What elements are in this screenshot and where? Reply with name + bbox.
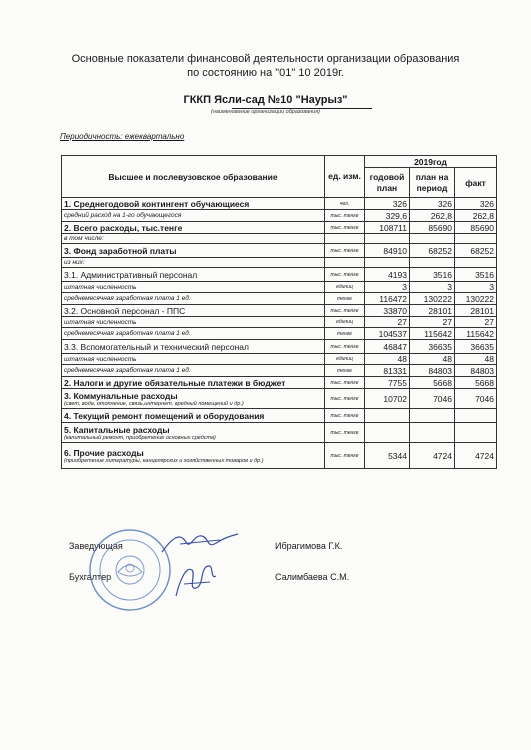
row-name-text: в том числе: [64, 235, 104, 242]
accountant-role: Бухгалтер [69, 572, 112, 582]
row-name-text: из них: [64, 259, 85, 266]
row-name [62, 354, 325, 365]
row-unit: единиц [325, 317, 365, 328]
row-name [62, 340, 325, 354]
cell-fact [455, 423, 497, 443]
row-name [62, 282, 325, 293]
cell-plan-period: 130222 [410, 293, 455, 305]
table-row [62, 423, 497, 443]
cell-plan-year: 7755 [365, 377, 410, 389]
row-name [62, 423, 325, 443]
row-unit: тыс. тенге [325, 409, 365, 423]
row-unit: тыс. тенге [325, 443, 365, 469]
signatures [0, 538, 531, 598]
title-line-1: Основные показатели финансовой деятельности организации образования [71, 53, 460, 65]
row-name-text: среднемесячная заработная плата 1 ед. [64, 330, 191, 337]
cell-fact: 326 [455, 198, 497, 210]
cell-fact [455, 258, 497, 268]
table-row [62, 409, 497, 423]
cell-plan-period [410, 258, 455, 268]
row-name-text: 1. Среднегодовой контингент обучающиеся [64, 198, 250, 209]
row-name-text: 6. Прочие расходы [64, 447, 144, 458]
cell-fact: 5668 [455, 377, 497, 389]
accountant-name: Салимбаева С.М. [275, 572, 350, 582]
cell-fact [455, 234, 497, 244]
cell-plan-year [365, 234, 410, 244]
table-row [62, 305, 497, 317]
row-name-text: среднемесячная заработная плата 1 ед. [64, 295, 191, 302]
row-name [62, 198, 325, 210]
row-name-text: 4. Текущий ремонт помещений и оборудования [64, 410, 265, 421]
row-name [62, 328, 325, 340]
cell-plan-year [365, 409, 410, 423]
row-name [62, 210, 325, 222]
head-signature [160, 528, 240, 558]
cell-plan-period: 4724 [410, 443, 455, 469]
row-unit: тыс. тенге [325, 210, 365, 222]
header-year: 2019год [365, 156, 497, 168]
table-row [62, 244, 497, 258]
cell-plan-period: 48 [410, 354, 455, 365]
row-name [62, 234, 325, 244]
cell-fact: 48 [455, 354, 497, 365]
cell-fact: 3 [455, 282, 497, 293]
cell-fact: 130222 [455, 293, 497, 305]
cell-fact: 262,8 [455, 210, 497, 222]
table-row [62, 268, 497, 282]
table-row [62, 222, 497, 234]
cell-plan-period: 5668 [410, 377, 455, 389]
cell-plan-year: 84910 [365, 244, 410, 258]
table-row [62, 328, 497, 340]
row-name [62, 377, 325, 389]
row-name-text: 5. Капитальные расходы [64, 424, 170, 435]
cell-plan-year: 46847 [365, 340, 410, 354]
cell-plan-year: 5344 [365, 443, 410, 469]
cell-plan-year: 81331 [365, 365, 410, 377]
row-name [62, 317, 325, 328]
row-name-text: средний расход на 1-го обучающегося [64, 212, 182, 219]
row-name-text: 3.2. Основной персонал - ППС [64, 305, 186, 316]
cell-plan-year: 108711 [365, 222, 410, 234]
row-unit [325, 234, 365, 244]
row-unit: единиц [325, 354, 365, 365]
organization-name: ГККП Ясли-сад №10 "Наурыз" [183, 94, 348, 106]
row-unit: единиц [325, 282, 365, 293]
row-name [62, 389, 325, 409]
table-row [62, 293, 497, 305]
cell-plan-period: 326 [410, 198, 455, 210]
row-name-text: 3. Фонд заработной платы [64, 245, 177, 256]
cell-plan-year: 116472 [365, 293, 410, 305]
row-unit: тыс. тенге [325, 377, 365, 389]
row-subtitle: (капитальный ремонт, приобретение основных средств) [64, 434, 216, 441]
cell-plan-year: 326 [365, 198, 410, 210]
row-unit: тыс. тенге [325, 389, 365, 409]
cell-plan-period: 27 [410, 317, 455, 328]
table-row [62, 198, 497, 210]
cell-plan-period: 36635 [410, 340, 455, 354]
header-plan-period: план на период [410, 168, 455, 198]
row-name-text: 3.3. Вспомогательный и технический персонал [64, 341, 249, 352]
row-name-text: 3. Коммунальные расходы [64, 390, 178, 401]
table-row [62, 354, 497, 365]
cell-plan-year [365, 258, 410, 268]
cell-plan-period: 84803 [410, 365, 455, 377]
table-row [62, 365, 497, 377]
table-row [62, 340, 497, 354]
row-unit [325, 258, 365, 268]
cell-plan-period: 68252 [410, 244, 455, 258]
row-name [62, 222, 325, 234]
table-row [62, 317, 497, 328]
head-role: Заведующая [69, 541, 123, 551]
table-row [62, 234, 497, 244]
row-unit: тыс. тенге [325, 244, 365, 258]
financial-table [61, 155, 497, 469]
cell-plan-period: 262,8 [410, 210, 455, 222]
row-name [62, 244, 325, 258]
header-unit: ед. изм. [325, 156, 365, 198]
row-name [62, 293, 325, 305]
cell-plan-year [365, 423, 410, 443]
cell-plan-period [410, 409, 455, 423]
table-row [62, 258, 497, 268]
row-name-text: штатная численность [64, 318, 137, 326]
cell-plan-period [410, 234, 455, 244]
cell-plan-year: 4193 [365, 268, 410, 282]
row-subtitle: (приобретение литературы, канцелярских и хозяйственных товаров и др.) [64, 457, 264, 464]
cell-fact: 27 [455, 317, 497, 328]
row-name [62, 443, 325, 469]
row-unit: тыс. тенге [325, 305, 365, 317]
table-row [62, 443, 497, 469]
row-name [62, 268, 325, 282]
row-subtitle: (свет, вода, отопление, связь,интернет, вредный помещений и др.) [64, 400, 244, 407]
cell-fact [455, 409, 497, 423]
cell-fact: 115642 [455, 328, 497, 340]
row-name [62, 258, 325, 268]
cell-plan-year: 329,6 [365, 210, 410, 222]
row-name [62, 305, 325, 317]
cell-plan-period: 115642 [410, 328, 455, 340]
row-unit: тыс. тенге [325, 423, 365, 443]
header-fact: факт [455, 168, 497, 198]
cell-fact: 85690 [455, 222, 497, 234]
cell-fact: 36635 [455, 340, 497, 354]
cell-plan-year: 48 [365, 354, 410, 365]
cell-plan-period: 3516 [410, 268, 455, 282]
cell-plan-period [410, 423, 455, 443]
cell-fact: 28101 [455, 305, 497, 317]
title-line-2: по состоянию на "01" 10 2019г. [187, 67, 344, 79]
periodicity: Периодичность: ежеквартально [60, 132, 185, 141]
cell-fact: 3516 [455, 268, 497, 282]
row-name [62, 409, 325, 423]
cell-plan-period: 28101 [410, 305, 455, 317]
table-row [62, 389, 497, 409]
cell-fact: 68252 [455, 244, 497, 258]
row-name-text: среднемесячная заработная плата 1 ед. [64, 367, 191, 374]
header-name: Высшее и послевузовское образование [62, 156, 325, 198]
row-name-text: 2. Всего расходы, тыс.тенге [64, 222, 183, 233]
table-body [62, 198, 497, 469]
document-title [0, 52, 531, 80]
row-name [62, 365, 325, 377]
row-unit: тенге [325, 293, 365, 305]
table-row [62, 282, 497, 293]
row-unit: тыс. тенге [325, 222, 365, 234]
cell-plan-year: 104537 [365, 328, 410, 340]
row-unit: тыс. тенге [325, 340, 365, 354]
row-unit: тенге [325, 328, 365, 340]
cell-plan-year: 10702 [365, 389, 410, 409]
cell-plan-year: 3 [365, 282, 410, 293]
table-row [62, 210, 497, 222]
row-name-text: штатная численность [64, 355, 137, 363]
table-row [62, 377, 497, 389]
row-name-text: 3.1. Административный персонал [64, 269, 198, 280]
cell-fact: 7046 [455, 389, 497, 409]
header-plan-year: годовой план [365, 168, 410, 198]
cell-fact: 4724 [455, 443, 497, 469]
row-unit: чел. [325, 198, 365, 210]
cell-plan-period: 7046 [410, 389, 455, 409]
cell-plan-period: 85690 [410, 222, 455, 234]
cell-fact: 84803 [455, 365, 497, 377]
cell-plan-period: 3 [410, 282, 455, 293]
row-unit: тыс. тенге [325, 268, 365, 282]
row-name-text: штатная численность [64, 283, 137, 291]
row-unit: тенге [325, 365, 365, 377]
head-name: Ибрагимова Г.К. [275, 541, 343, 551]
accountant-signature [170, 560, 220, 604]
cell-plan-year: 33870 [365, 305, 410, 317]
row-name-text: 2. Налоги и другие обязательные платежи в бюджет [64, 377, 286, 388]
organization-caption: (наименование организации образования) [211, 109, 320, 115]
cell-plan-year: 27 [365, 317, 410, 328]
